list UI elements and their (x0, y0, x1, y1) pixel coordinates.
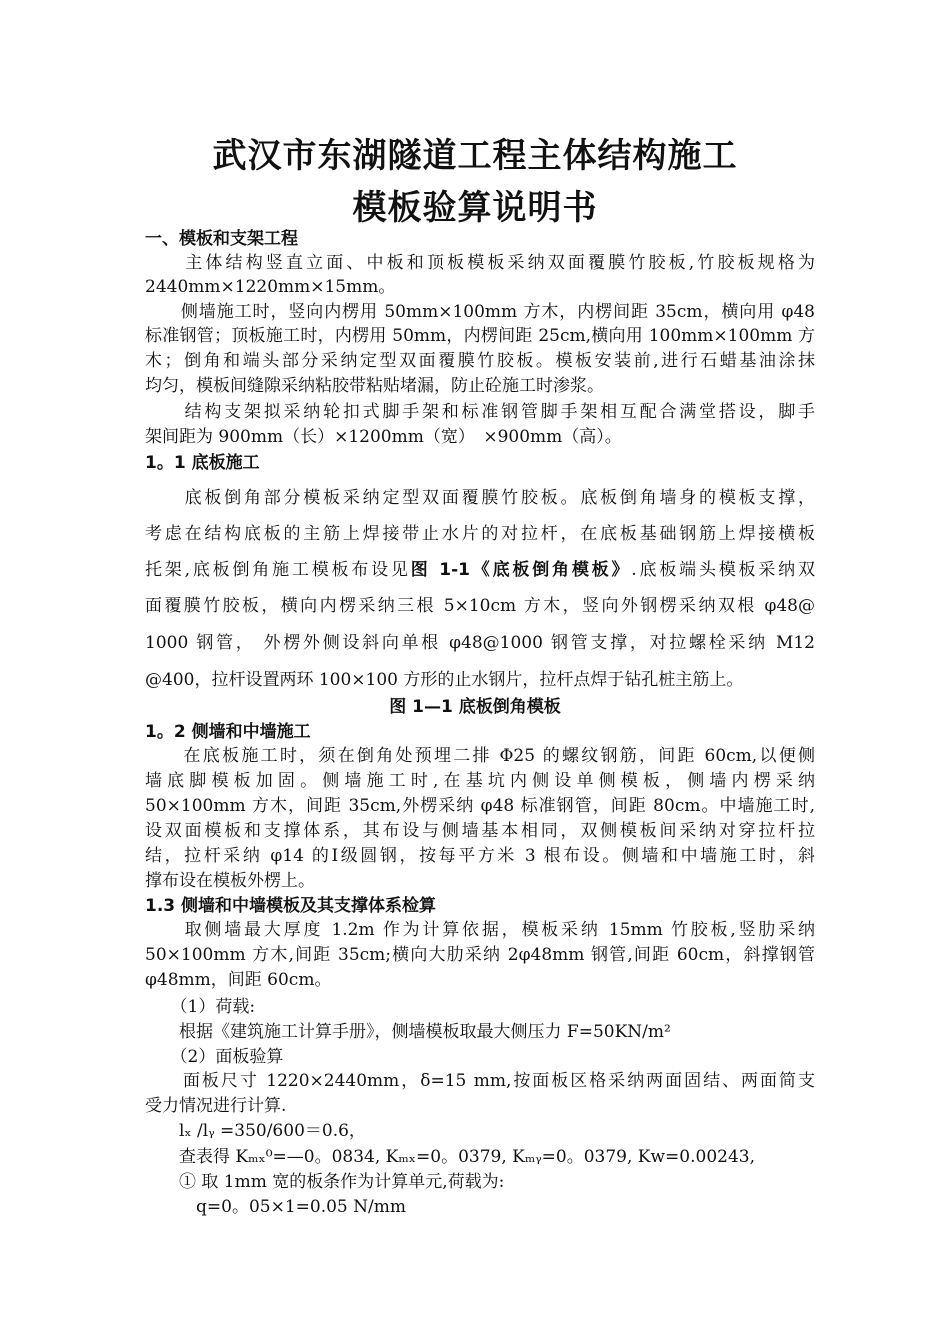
paragraph-line: 结，拉杆采纳 φ14 的Ⅰ级圆钢，按每平方米 3 根布设。侧墙和中墙施工时，斜 (145, 846, 815, 866)
paragraph-line: 1000 钢管， 外楞外侧设斜向单根 φ48@1000 钢管支撑，对拉螺栓采纳 M12 (145, 633, 815, 653)
paragraph-line: 50×100mm 方木,间距 35cm;横向大肋采纳 2φ48mm 钢管,间距 60cm，斜撑钢管 (145, 945, 815, 965)
paragraph-line: 墙底脚模板加固。侧墙施工时,在基坑内侧设单侧模板，侧墙内楞采纳 (145, 771, 815, 791)
paragraph-line-with-figure-ref (145, 557, 815, 583)
figure-reference: 图 1-1《底板倒角模板》 (410, 560, 632, 580)
paragraph-line: 50×100mm 方木，间距 35cm,外楞采纳 φ48 标准钢管，间距 80cm。中墙施工时, (145, 796, 815, 816)
paragraph-line: 均匀，模板间缝隙采纳粘胶带粘贴堵漏，防止砼施工时渗浆。 (145, 376, 604, 396)
paragraph-line: 受力情况进行计算. (145, 1096, 287, 1116)
paragraph-line: φ48mm，间距 60cm。 (145, 970, 332, 990)
paragraph-line: 撑布设在模板外楞上。 (145, 871, 315, 891)
paragraph-line: （1）荷载: (145, 997, 256, 1017)
paragraph-line: 取侧墙最大厚度 1.2m 作为计算依据，模板采纳 15mm 竹胶板,竖肋采纳 (145, 920, 815, 940)
paragraph-line: 架间距为 900mm（长）×1200mm（宽） ×900mm（高）。 (145, 427, 622, 447)
formula-line: 查表得 Kₘₓ⁰=—0。0834, Kₘₓ=0。0379, Kₘᵧ=0。0379, Kw=0.00243, (145, 1147, 755, 1167)
paragraph-line: 2440mm×1220mm×15mm。 (145, 277, 396, 297)
section-heading-1-3: 1.3 侧墙和中墙模板及其支撑体系检算 (145, 896, 437, 916)
paragraph-line: 面板尺寸 1220×2440mm，δ=15 mm,按面板区格采纳两面固结、两面简支 (145, 1071, 815, 1091)
paragraph-line: 结构支架拟采纳轮扣式脚手架和标准钢管脚手架相互配合满堂搭设，脚手 (145, 402, 815, 422)
formula-line: lₓ /lᵧ =350/600＝0.6， (145, 1121, 366, 1141)
paragraph-text: 托架,底板倒角施工模板布设见 (145, 560, 411, 580)
section-heading-1-2: 1。2 侧墙和中墙施工 (145, 722, 311, 742)
paragraph-text: .底板端头模板采纳双 (631, 560, 815, 580)
section-heading-1: 一、模板和支架工程 (145, 229, 298, 249)
paragraph-line: 根据《建筑施工计算手册》，侧墙模板取最大侧压力 F=50KN/m² (145, 1022, 671, 1042)
document-title-line2: 模板验算说明书 (352, 188, 598, 228)
formula-line: q=0。05×1=0.05 N/mm (145, 1197, 406, 1217)
document-title-line1: 武汉市东湖隧道工程主体结构施工 (212, 136, 738, 176)
section-heading-1-1: 1。1 底板施工 (145, 453, 260, 473)
paragraph-line: 主体结构竖直立面、中板和顶板模板采纳双面覆膜竹胶板,竹胶板规格为 (145, 253, 815, 273)
paragraph-line: （2）面板验算 (145, 1047, 284, 1067)
figure-caption: 图 1—1 底板倒角模板 (389, 697, 561, 717)
paragraph-line: 侧墙施工时，竖向内楞用 50mm×100mm 方木，内楞间距 35cm，横向用 φ48 (145, 302, 815, 322)
paragraph-line: 木；倒角和端头部分采纳定型双面覆膜竹胶板。模板安装前,进行石蜡基油涂抹 (145, 351, 815, 371)
paragraph-line: 设双面模板和支撑体系，其布设与侧墙基本相同，双侧模板间采纳对穿拉杆拉 (145, 821, 815, 841)
paragraph-line: ① 取 1mm 宽的板条作为计算单元,荷载为: (145, 1172, 505, 1192)
paragraph-line: 底板倒角部分模板采纳定型双面覆膜竹胶板。底板倒角墙身的模板支撑， (145, 488, 815, 508)
paragraph-line: 标准钢管；顶板施工时，内楞用 50mm，内楞间距 25cm,横向用 100mm×100mm 方 (145, 326, 815, 346)
paragraph-line: 考虑在结构底板的主筋上焊接带止水片的对拉杆，在底板基础钢筋上焊接横板 (145, 524, 815, 544)
paragraph-line: @400，拉杆设置两环 100×100 方形的止水钢片，拉杆点焊于钻孔桩主筋上。 (145, 670, 744, 690)
paragraph-line: 面覆膜竹胶板，横向内楞采纳三根 5×10cm 方木，竖向外钢楞采纳双根 φ48@ (145, 596, 815, 616)
paragraph-line: 在底板施工时，须在倒角处预埋二排 Φ25 的螺纹钢筋，间距 60cm,以便侧 (145, 746, 815, 766)
